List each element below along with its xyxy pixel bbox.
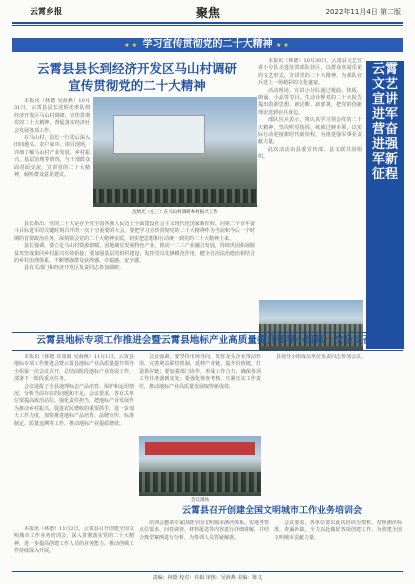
article3-body-col2: 培训会邀请专家围绕全国文明城市测评体系、实地考察点位要求、问卷调查、材料报送等内容进行详细讲解，并结合典型案例进行分析，为参训人员答疑解惑。 xyxy=(139,520,269,541)
side-body: 本报讯（林德）10月30日，云霄县文艺宣讲小分队走进驻霄部队营区，以群众喜闻乐见的文艺形式，宣讲党的二十大精神，为部队官兵送上一场精彩的文化盛宴。 活动现场，宣讲小分队通过歌曲、快板、朗诵、小品等节目，生动诠释党的二十大报告提出的新思想、新论断、新部署，把党的创新理论送到官兵身边。 部队官兵表示，将认真学习领会党的二十大精神，坚决听党指挥，练就过硬本领，以实际行动迎接新时代新征程，为推进强军事业贡献力量。 此次活动由县委宣传部、县文联共同组织。 xyxy=(258,58,362,161)
article3-body-col3: 会议要求，各单位要以此次培训为契机，对照测评标准，查漏补缺，全力以赴做好各项创建工作，为创建全国文明城市贡献力量。 xyxy=(274,520,402,541)
header-rule xyxy=(12,22,403,24)
page-footer: 责编：林德 校对：许娟 审核：吴海燕 美编：陈文 xyxy=(12,571,403,581)
article2-rule xyxy=(12,332,403,333)
article2-body-col1: 本报讯（林德 许如娟 吴海燕）11月1日，云霄县地标专项工作推进会暨云霄县地标产业高质量提升领导小组第一次会议召开，总结前阶段地标产业发展工作，部署下一阶段重点任务。 会议通报了全县地理标志产品培育、保护和运用情况，分析当前存在的问题和不足。会议要求，各有关单位要提高政治站位，强化责任担当，把地标产业发展作为推动乡村振兴、促进农民增收的重要抓手，进一步加大工作力度，加快推进地标产品培育、品牌宣传、标准制定、质量追溯等工作，推动地标产业提质增效。 xyxy=(14,354,134,427)
lead-body-col2: 县长指出，党的二十大是在全党全国各族人民迈上全面建设社会主义现代化国家新征程、向第二个百年奋斗目标进军的关键时刻召开的一次十分重要的大会。要把学习宣传贯彻党的二十大精神作为当前和今后一个时期的首要政治任务，深刻领会党的二十大精神实质，切实把思想和行动统一到党的二十大精神上来。 县长强调，要立足马山村资源禀赋，因地制宜发展特色产业，推动一二三产业融合发展，持续巩固拓展脱贫攻坚成果同乡村振兴有效衔接；要加强基层党组织建设，发挥党员先锋模范作用，健全自治法治德治相结合的乡村治理体系，不断增强群众获得感、幸福感、安全感。 县有关部门和经济开发区负责同志参加调研。 xyxy=(14,221,255,272)
article2-photo xyxy=(139,436,261,496)
section-banner: ★★ 学习宣传贯彻党的二十大精神 ★★ xyxy=(12,38,403,52)
side-headline: 云霄文艺宣讲进军营奋进强军新征程 xyxy=(371,62,398,182)
header-rule-thin xyxy=(12,25,403,26)
article3-headline: 云霄县召开创建全国文明城市工作业务培训会 xyxy=(181,506,362,516)
article2-body-col2: 会议强调，要坚持市场导向，发挥龙头企业带动作用，完善利益联结机制，延伸产业链、提升价值链、打造供应链；要加强部门协作，形成工作合力，确保各项工作任务落到实处；要强化督查考核，压紧压实工作责任，推动地标产业高质量发展取得新成效。 xyxy=(139,354,261,390)
article2-headline: 云霄县地标专项工作推进会暨云霄县地标产业高质量提升领导小组第一次会议召开 xyxy=(36,335,382,346)
lead-photo xyxy=(93,97,257,207)
lead-headline: 云霄县县长到经济开发区马山村调研 宣传贯彻党的二十大精神 xyxy=(36,61,237,93)
section-title: 聚焦 xyxy=(196,6,221,20)
article2-body-col3: 县领导小组成员单位负责同志参加会议。 xyxy=(276,354,367,360)
lead-body-col1: 本报讯（林德 吴海燕）10月31日，云霄县县长沈炳光率队到经济开发区马山村调研，宣传贯彻党的二十大精神，督促落实经济社会发展各项工作。 在马山村，县长一行先后深入田间地头、农户家中、项目现场，详细了解马山村产业发展、乡村振兴、基层治理等情况，与干部群众面对面交流，宣讲党的二十大精神，倾听群众意见建议。 xyxy=(14,98,90,179)
masthead: 云霄乡报 xyxy=(30,7,62,16)
issue-date: 2022年11月4日 第二版 xyxy=(325,8,401,16)
article2-photo-caption: 会议现场 xyxy=(191,498,209,503)
lead-photo-caption: 沈炳光（左三）在马山村调研乡村振兴工作 xyxy=(132,210,218,215)
banner-title: 学习宣传贯彻党的二十大精神 xyxy=(142,39,273,50)
article2-rule-bottom xyxy=(12,350,403,351)
article3-body-col1: 本报讯（林德）11月2日，云霄县召开创建全国文明城市工作业务培训会，深入贯彻落实党的二十大精神，进一步提高创建工作人员的业务能力，推动创城工作持续深入开展。 xyxy=(14,526,134,555)
